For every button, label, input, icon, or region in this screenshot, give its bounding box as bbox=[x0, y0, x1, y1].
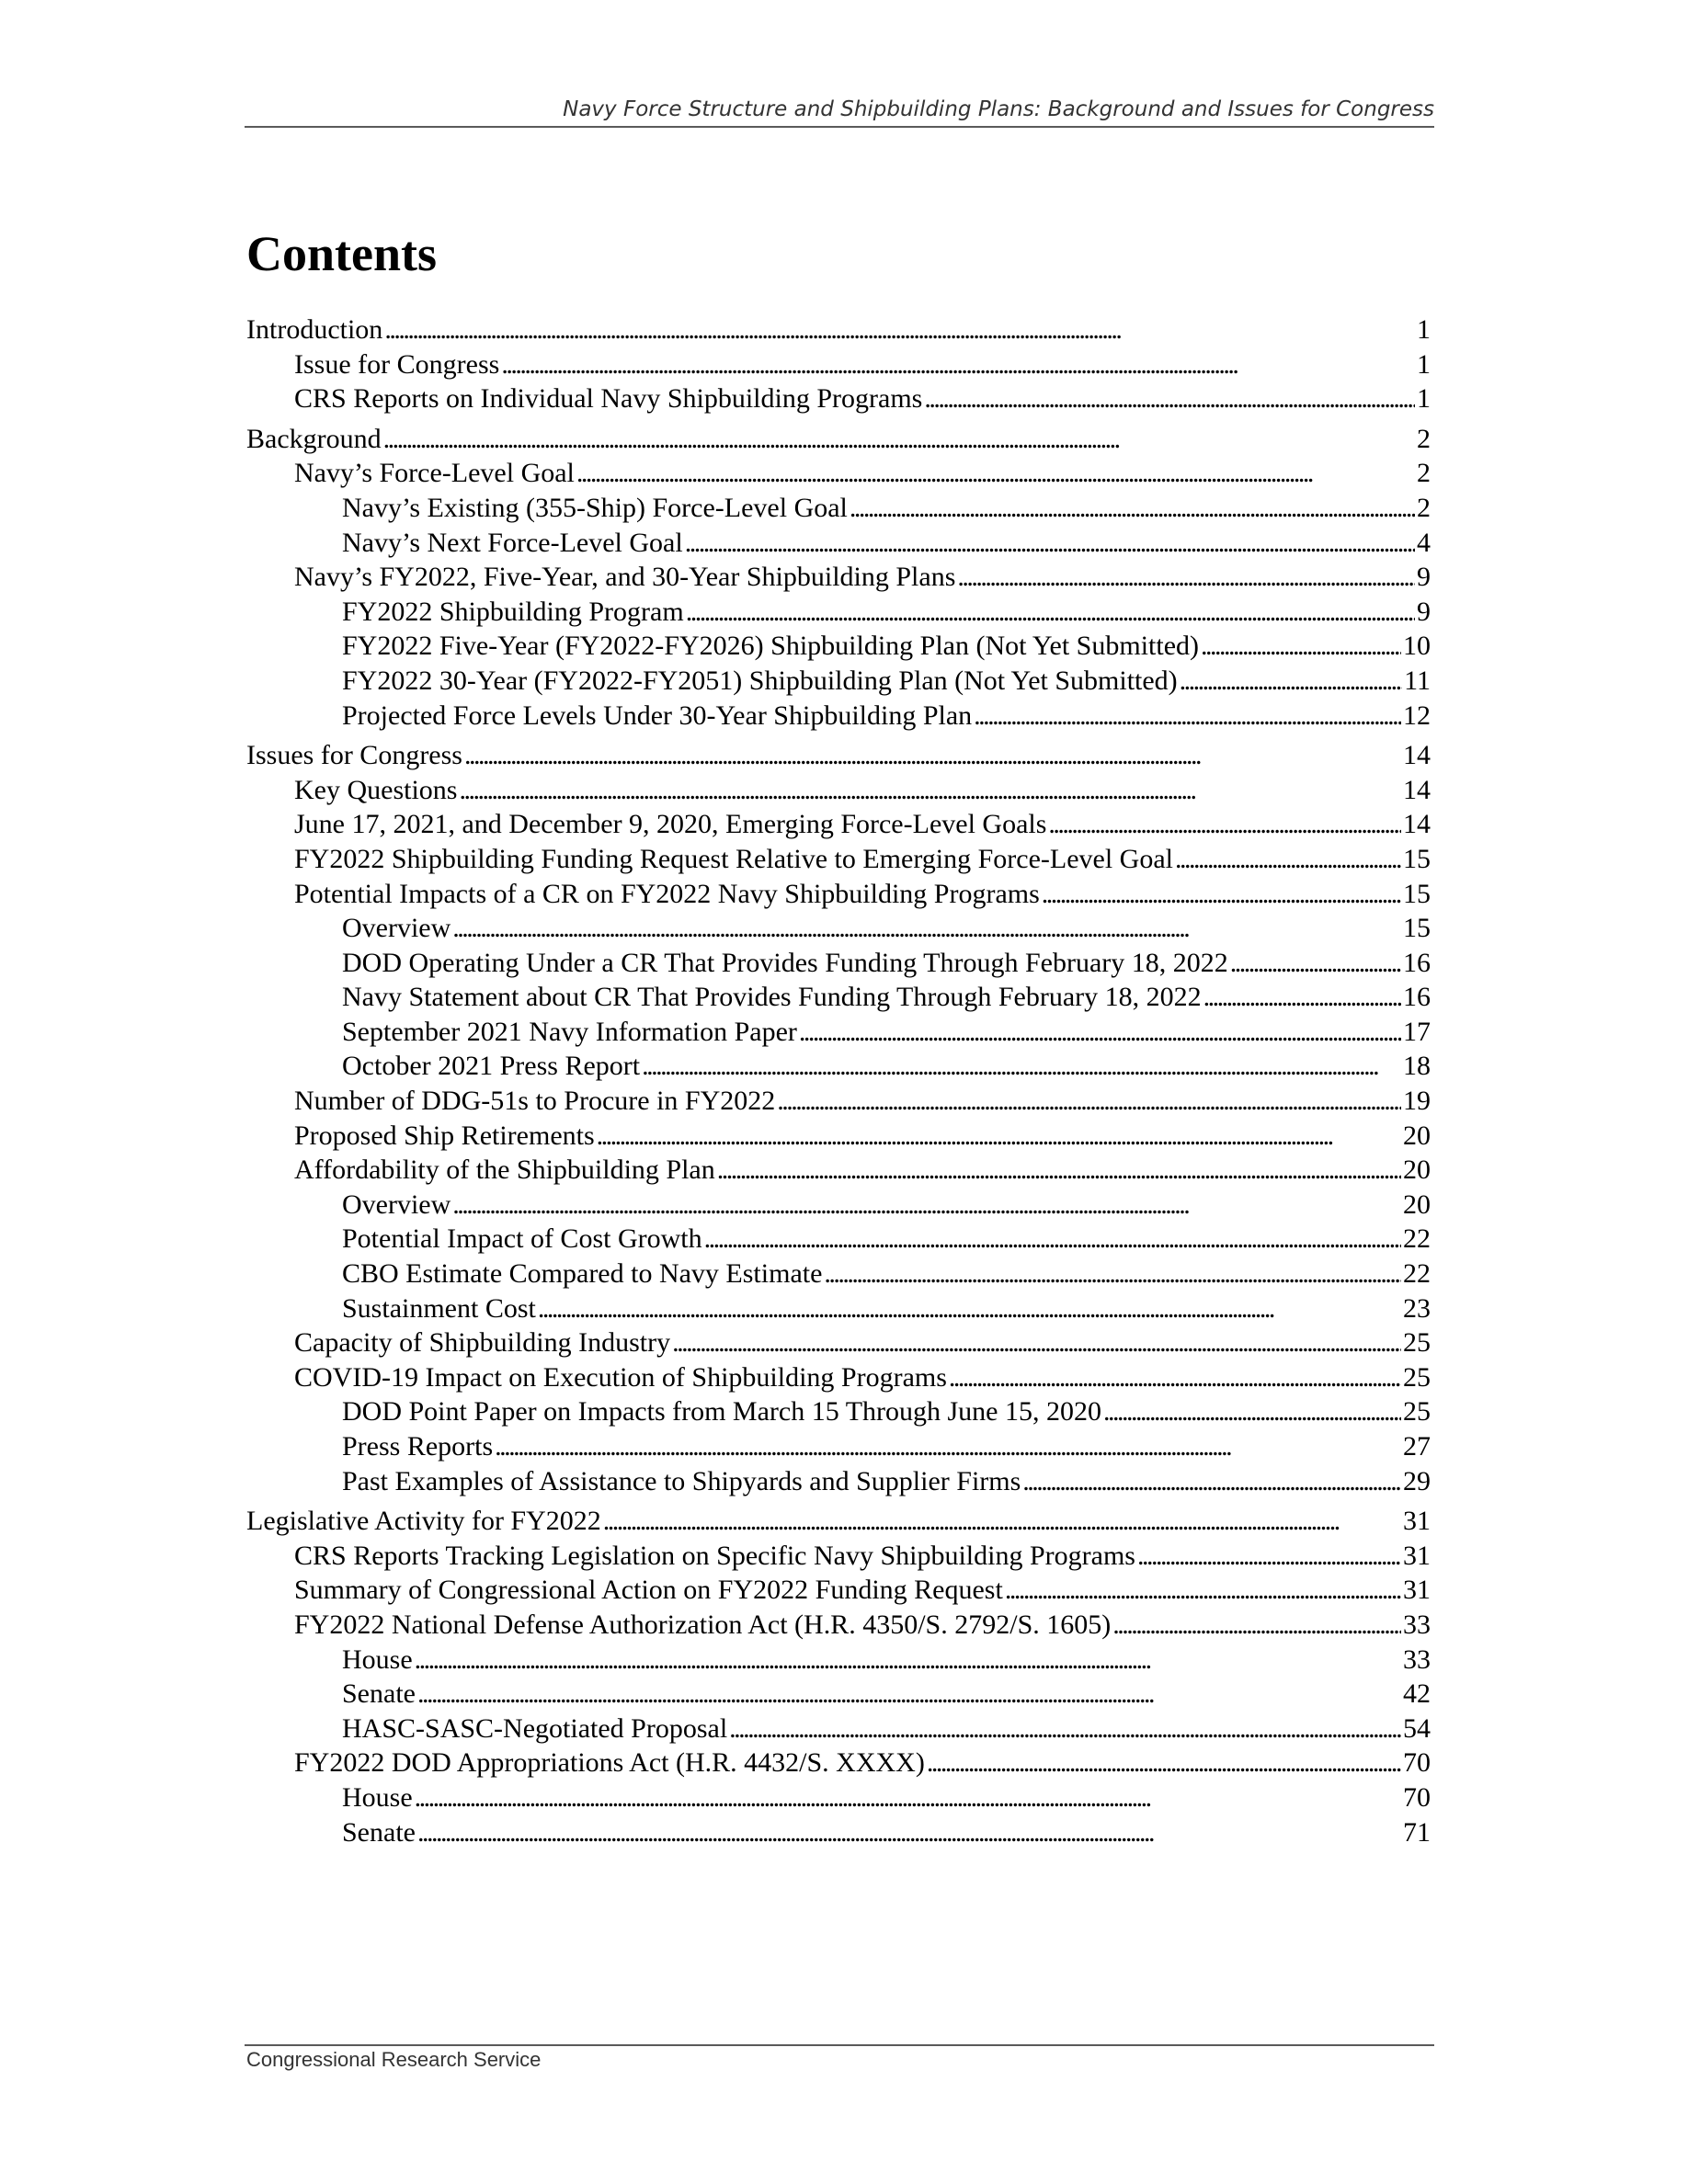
toc-entry-title: Navy’s Force-Level Goal bbox=[294, 458, 575, 489]
toc-entry[interactable] bbox=[246, 1015, 1431, 1050]
toc-entry-title: DOD Point Paper on Impacts from March 15 Through June 15, 2020 bbox=[342, 1396, 1101, 1428]
toc-entry[interactable] bbox=[246, 526, 1431, 561]
toc-page-number: 14 bbox=[1403, 740, 1431, 771]
toc-entry[interactable] bbox=[246, 1119, 1431, 1154]
toc-entry-title: Issue for Congress bbox=[294, 348, 500, 380]
toc-dot-leader bbox=[417, 1677, 1401, 1712]
toc-dot-leader bbox=[1042, 877, 1401, 912]
toc-entry[interactable] bbox=[246, 738, 1431, 773]
toc-entry-title: FY2022 Five-Year (FY2022-FY2026) Shipbuilding Plan (Not Yet Submitted) bbox=[342, 631, 1200, 662]
toc-entry[interactable] bbox=[246, 1429, 1431, 1464]
toc-entry[interactable] bbox=[246, 1257, 1431, 1291]
toc-entry-title: CBO Estimate Compared to Navy Estimate bbox=[342, 1258, 823, 1290]
toc-entry-title: Navy Statement about CR That Provides Funding Through February 18, 2022 bbox=[342, 982, 1202, 1013]
toc-entry[interactable] bbox=[246, 1815, 1431, 1850]
toc-entry[interactable] bbox=[246, 456, 1431, 491]
toc-entry-title: Past Examples of Assistance to Shipyards and Supplier Firms bbox=[342, 1465, 1021, 1496]
toc-page-number: 19 bbox=[1403, 1086, 1431, 1117]
toc-dot-leader bbox=[597, 1119, 1401, 1154]
toc-dot-leader bbox=[1048, 807, 1401, 842]
toc-entry[interactable] bbox=[246, 629, 1431, 664]
toc-page-number: 33 bbox=[1403, 1609, 1431, 1640]
toc-page-number: 16 bbox=[1403, 947, 1431, 978]
toc-entry-title: Potential Impacts of a CR on FY2022 Navy Shipbuilding Programs bbox=[294, 878, 1040, 909]
toc-dot-leader bbox=[501, 347, 1415, 382]
toc-entry[interactable] bbox=[246, 664, 1431, 699]
toc-entry[interactable] bbox=[246, 1780, 1431, 1815]
contents-heading: Contents bbox=[246, 226, 438, 281]
toc-entry-title: Legislative Activity for FY2022 bbox=[246, 1506, 601, 1537]
toc-entry[interactable] bbox=[246, 1291, 1431, 1326]
toc-entry-title: House bbox=[342, 1781, 413, 1813]
toc-entry-title: June 17, 2021, and December 9, 2020, Emerging Force-Level Goals bbox=[294, 809, 1047, 840]
toc-dot-leader bbox=[799, 1015, 1401, 1050]
toc-entry[interactable] bbox=[246, 381, 1431, 416]
toc-entry-title: Projected Force Levels Under 30-Year Shipbuilding Plan bbox=[342, 700, 973, 731]
toc-entry-title: Summary of Congressional Action on FY2022 Funding Request bbox=[294, 1575, 1003, 1606]
toc-entry-title: FY2022 DOD Appropriations Act (H.R. 4432/S. XXXX) bbox=[294, 1747, 925, 1779]
toc-page-number: 20 bbox=[1403, 1120, 1431, 1151]
toc-page-number: 25 bbox=[1403, 1361, 1431, 1393]
toc-page-number: 1 bbox=[1417, 314, 1431, 345]
toc-page-number: 11 bbox=[1404, 665, 1431, 696]
toc-dot-leader bbox=[1103, 1394, 1401, 1429]
toc-page-number: 29 bbox=[1403, 1465, 1431, 1496]
toc-page-number: 22 bbox=[1403, 1258, 1431, 1290]
toc-page-number: 1 bbox=[1417, 348, 1431, 380]
toc-dot-leader bbox=[717, 1153, 1401, 1188]
toc-dot-leader bbox=[1175, 842, 1401, 877]
toc-page-number: 4 bbox=[1417, 527, 1431, 558]
toc-dot-leader bbox=[642, 1049, 1401, 1084]
toc-page-number: 70 bbox=[1403, 1781, 1431, 1813]
toc-entry[interactable] bbox=[246, 1746, 1431, 1780]
toc-entry[interactable] bbox=[246, 877, 1431, 912]
toc-entry-title: Senate bbox=[342, 1816, 416, 1848]
toc-entry[interactable] bbox=[246, 1049, 1431, 1084]
toc-dot-leader bbox=[685, 526, 1415, 561]
toc-dot-leader bbox=[957, 560, 1415, 595]
toc-page-number: 9 bbox=[1417, 562, 1431, 593]
toc-dot-leader bbox=[538, 1291, 1401, 1326]
toc-entry-title: Navy’s Next Force-Level Goal bbox=[342, 527, 683, 558]
toc-dot-leader bbox=[383, 422, 1415, 457]
toc-page-number: 22 bbox=[1403, 1223, 1431, 1255]
toc-entry[interactable] bbox=[246, 1504, 1431, 1539]
toc-page-number: 31 bbox=[1403, 1575, 1431, 1606]
toc-dot-leader bbox=[464, 738, 1401, 773]
toc-entry[interactable] bbox=[246, 1153, 1431, 1188]
toc-page-number: 2 bbox=[1417, 492, 1431, 523]
toc-dot-leader bbox=[576, 456, 1415, 491]
toc-entry[interactable] bbox=[246, 560, 1431, 595]
toc-dot-leader bbox=[949, 1360, 1401, 1395]
toc-entry-title: Navy’s FY2022, Five-Year, and 30-Year Shipbuilding Plans bbox=[294, 562, 956, 593]
running-header-title: Navy Force Structure and Shipbuilding Plans: Background and Issues for Congress bbox=[563, 97, 1434, 121]
toc-dot-leader bbox=[384, 313, 1415, 347]
toc-entry[interactable] bbox=[246, 946, 1431, 981]
toc-entry-title: Key Questions bbox=[294, 774, 458, 805]
toc-entry-title: Senate bbox=[342, 1678, 416, 1710]
toc-page-number: 23 bbox=[1403, 1292, 1431, 1324]
toc-page-number: 54 bbox=[1403, 1712, 1431, 1744]
toc-page-number: 25 bbox=[1403, 1327, 1431, 1359]
toc-entry-title: Capacity of Shipbuilding Industry bbox=[294, 1327, 671, 1359]
toc-dot-leader bbox=[850, 491, 1415, 526]
toc-entry[interactable] bbox=[246, 1677, 1431, 1712]
toc-entry[interactable] bbox=[246, 1188, 1431, 1223]
toc-page-number: 42 bbox=[1403, 1678, 1431, 1710]
toc-entry[interactable] bbox=[246, 347, 1431, 382]
toc-page-number: 20 bbox=[1403, 1189, 1431, 1220]
toc-entry-title: Press Reports bbox=[342, 1431, 494, 1462]
toc-entry[interactable] bbox=[246, 911, 1431, 946]
toc-entry[interactable] bbox=[246, 1712, 1431, 1746]
toc-dot-leader bbox=[1137, 1539, 1401, 1574]
toc-page-number: 31 bbox=[1403, 1540, 1431, 1571]
toc-page-number: 31 bbox=[1403, 1506, 1431, 1537]
toc-entry[interactable] bbox=[246, 773, 1431, 808]
toc-dot-leader bbox=[1201, 629, 1401, 664]
toc-entry-title: September 2021 Navy Information Paper bbox=[342, 1016, 797, 1047]
toc-entry-title: HASC-SASC-Negotiated Proposal bbox=[342, 1712, 728, 1744]
toc-dot-leader bbox=[495, 1429, 1401, 1464]
header-divider bbox=[245, 126, 1434, 128]
toc-page-number: 70 bbox=[1403, 1747, 1431, 1779]
toc-dot-leader bbox=[672, 1325, 1401, 1360]
toc-page-number: 2 bbox=[1417, 423, 1431, 454]
toc-entry[interactable] bbox=[246, 699, 1431, 734]
toc-entry[interactable] bbox=[246, 807, 1431, 842]
toc-page-number: 20 bbox=[1403, 1155, 1431, 1186]
toc-dot-leader bbox=[1203, 980, 1401, 1015]
toc-page-number: 18 bbox=[1403, 1051, 1431, 1082]
toc-entry[interactable] bbox=[246, 491, 1431, 526]
toc-dot-leader bbox=[1112, 1608, 1401, 1643]
table-of-contents bbox=[246, 313, 1431, 1849]
toc-dot-leader bbox=[686, 595, 1415, 630]
toc-entry-title: House bbox=[342, 1644, 413, 1675]
toc-dot-leader bbox=[927, 1746, 1401, 1780]
toc-dot-leader bbox=[824, 1257, 1401, 1291]
toc-entry[interactable] bbox=[246, 1394, 1431, 1429]
toc-page-number: 33 bbox=[1403, 1644, 1431, 1675]
toc-entry[interactable] bbox=[246, 842, 1431, 877]
toc-entry-title: Background bbox=[246, 423, 382, 454]
toc-dot-leader bbox=[974, 699, 1401, 734]
toc-entry-title: Sustainment Cost bbox=[342, 1292, 536, 1324]
toc-page-number: 2 bbox=[1417, 458, 1431, 489]
toc-page-number: 14 bbox=[1403, 774, 1431, 805]
toc-entry-title: Issues for Congress bbox=[246, 740, 462, 771]
toc-entry-title: Number of DDG-51s to Procure in FY2022 bbox=[294, 1086, 776, 1117]
toc-page-number: 15 bbox=[1403, 913, 1431, 944]
footer-divider bbox=[245, 2044, 1434, 2046]
toc-dot-leader bbox=[924, 381, 1415, 416]
toc-entry-title: CRS Reports on Individual Navy Shipbuilding Programs bbox=[294, 383, 923, 415]
toc-dot-leader bbox=[603, 1504, 1401, 1539]
toc-entry-title: FY2022 30-Year (FY2022-FY2051) Shipbuilding Plan (Not Yet Submitted) bbox=[342, 665, 1178, 696]
toc-entry[interactable] bbox=[246, 1643, 1431, 1678]
toc-dot-leader bbox=[415, 1643, 1401, 1678]
toc-entry-title: Overview bbox=[342, 1189, 451, 1220]
toc-dot-leader bbox=[1180, 664, 1402, 699]
toc-entry-title: Introduction bbox=[246, 314, 383, 345]
toc-dot-leader bbox=[704, 1222, 1401, 1257]
toc-page-number: 15 bbox=[1403, 878, 1431, 909]
toc-page-number: 1 bbox=[1417, 383, 1431, 415]
toc-dot-leader bbox=[1005, 1573, 1401, 1608]
toc-entry[interactable] bbox=[246, 595, 1431, 630]
toc-entry-title: DOD Operating Under a CR That Provides Funding Through February 18, 2022 bbox=[342, 947, 1228, 978]
toc-entry[interactable] bbox=[246, 1084, 1431, 1119]
toc-entry[interactable] bbox=[246, 1539, 1431, 1574]
footer-publisher: Congressional Research Service bbox=[246, 2048, 542, 2071]
toc-entry-title: CRS Reports Tracking Legislation on Specific Navy Shipbuilding Programs bbox=[294, 1540, 1135, 1571]
toc-entry-title: Proposed Ship Retirements bbox=[294, 1120, 595, 1151]
toc-dot-leader bbox=[415, 1780, 1401, 1815]
toc-entry-title: Overview bbox=[342, 913, 451, 944]
toc-page-number: 71 bbox=[1403, 1816, 1431, 1848]
toc-entry[interactable] bbox=[246, 1608, 1431, 1643]
toc-dot-leader bbox=[729, 1712, 1401, 1746]
toc-page-number: 25 bbox=[1403, 1396, 1431, 1428]
toc-entry[interactable] bbox=[246, 422, 1431, 457]
toc-page-number: 10 bbox=[1403, 631, 1431, 662]
toc-entry[interactable] bbox=[246, 1573, 1431, 1608]
toc-entry-title: Affordability of the Shipbuilding Plan bbox=[294, 1155, 715, 1186]
toc-entry[interactable] bbox=[246, 1222, 1431, 1257]
toc-entry[interactable] bbox=[246, 313, 1431, 347]
toc-page-number: 27 bbox=[1403, 1431, 1431, 1462]
toc-page-number: 17 bbox=[1403, 1016, 1431, 1047]
toc-entry-title: FY2022 National Defense Authorization Act (H.R. 4350/S. 2792/S. 1605) bbox=[294, 1609, 1112, 1640]
toc-entry[interactable] bbox=[246, 1464, 1431, 1499]
toc-entry-title: Navy’s Existing (355-Ship) Force-Level Goal bbox=[342, 492, 848, 523]
toc-page-number: 14 bbox=[1403, 809, 1431, 840]
toc-entry[interactable] bbox=[246, 1325, 1431, 1360]
toc-entry[interactable] bbox=[246, 980, 1431, 1015]
toc-dot-leader bbox=[1022, 1464, 1401, 1499]
toc-page-number: 15 bbox=[1403, 843, 1431, 874]
toc-page-number: 9 bbox=[1417, 596, 1431, 627]
toc-dot-leader bbox=[417, 1815, 1401, 1850]
toc-entry-title: October 2021 Press Report bbox=[342, 1051, 641, 1082]
toc-entry-title: FY2022 Shipbuilding Funding Request Relative to Emerging Force-Level Goal bbox=[294, 843, 1174, 874]
toc-page-number: 16 bbox=[1403, 982, 1431, 1013]
toc-dot-leader bbox=[452, 911, 1401, 946]
toc-page-number: 12 bbox=[1403, 700, 1431, 731]
toc-dot-leader bbox=[452, 1188, 1401, 1223]
toc-entry[interactable] bbox=[246, 1360, 1431, 1395]
toc-dot-leader bbox=[459, 773, 1401, 808]
toc-entry-title: Potential Impact of Cost Growth bbox=[342, 1223, 702, 1255]
toc-dot-leader bbox=[777, 1084, 1401, 1119]
toc-dot-leader bbox=[1230, 946, 1401, 981]
toc-entry-title: FY2022 Shipbuilding Program bbox=[342, 596, 684, 627]
toc-entry-title: COVID-19 Impact on Execution of Shipbuilding Programs bbox=[294, 1361, 947, 1393]
